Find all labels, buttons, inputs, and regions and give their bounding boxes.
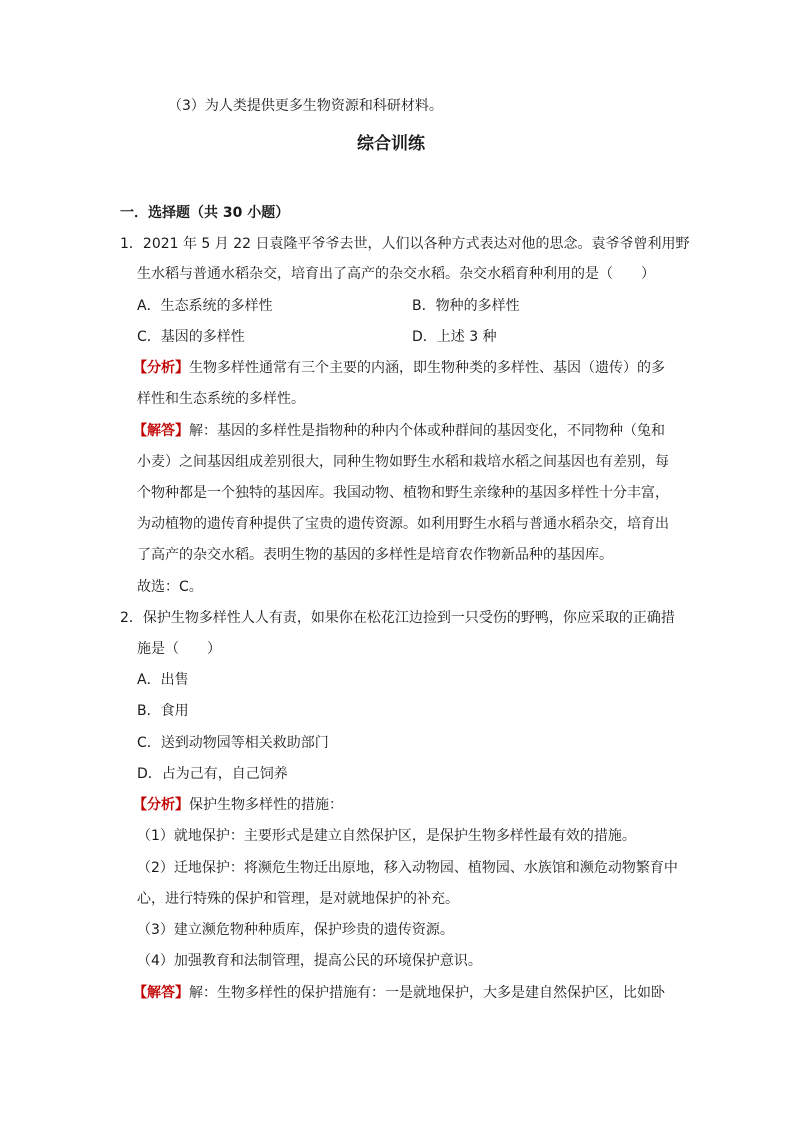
q2-measure-2-line-1: （2）迁地保护：将濒危生物迁出原地，移入动物园、植物园、水族馆和濒危动物繁育中 (137, 860, 678, 876)
q1-option-d: D．上述 3 种 (412, 329, 497, 345)
q1-stem-line-2: 生水稻与普通水稻杂交，培育出了高产的杂交水稻。杂交水稻育种利用的是（ ） (137, 266, 655, 282)
q1-analysis-text-1: 生物多样性通常有三个主要的内涵，即生物种类的多样性、基因（遗传）的多 (189, 360, 665, 376)
q2-measure-3: （3）建立濒危物种种质库，保护珍贵的遗传资源。 (137, 922, 454, 938)
q1-answer-tag: 【解答】 (133, 423, 189, 439)
q2-answer-tag: 【解答】 (133, 985, 189, 1001)
q1-analysis-line-2: 样性和生态系统的多样性。 (137, 391, 305, 407)
q2-analysis-tag: 【分析】 (133, 797, 189, 813)
q2-option-d: D．占为己有，自己饲养 (137, 766, 288, 782)
q1-answer-line-3: 个物种都是一个独特的基因库。我国动物、植物和野生亲缘种的基因多样性十分丰富， (137, 485, 669, 501)
q2-measure-4: （4）加强教育和法制管理，提高公民的环境保护意识。 (137, 953, 482, 969)
q2-analysis-line (133, 795, 343, 815)
q2-answer-text-1: 解：生物多样性的保护措施有：一是就地保护，大多是建自然保护区，比如卧 (189, 985, 665, 1001)
q2-answer-line-1 (133, 983, 665, 1003)
q2-measure-1: （1）就地保护：主要形式是建立自然保护区，是保护生物多样性最有效的措施。 (137, 828, 636, 844)
q1-analysis-tag: 【分析】 (133, 360, 189, 376)
q2-analysis-intro: 保护生物多样性的措施： (189, 797, 343, 813)
q1-answer-text-1: 解：基因的多样性是指物种的种内个体或种群间的基因变化，不同物种（兔和 (189, 423, 665, 439)
q1-option-c: C．基因的多样性 (137, 329, 245, 345)
q2-option-c: C．送到动物园等相关救助部门 (137, 735, 329, 751)
prev-item-3: （3）为人类提供更多生物资源和科研材料。 (168, 98, 443, 114)
q2-option-a: A．出售 (137, 672, 189, 688)
q1-answer-line-2: 小麦）之间基因组成差别很大，同种生物如野生水稻和栽培水稻之间基因也有差别，每 (137, 454, 669, 470)
q1-option-b: B．物种的多样性 (412, 298, 520, 314)
q1-answer-line-1 (133, 421, 665, 441)
q2-measure-2-line-2: 心，进行特殊的保护和管理，是对就地保护的补充。 (137, 891, 459, 907)
q1-analysis-line-1 (133, 358, 665, 378)
part-heading: 一．选择题（共 30 小题） (120, 205, 290, 221)
q1-stem-line-1: 1．2021 年 5 月 22 日袁隆平爷爷去世，人们以各种方式表达对他的思念。袁爷爷曾利用野 (120, 236, 690, 252)
q2-stem-line-1: 2．保护生物多样性人人有责，如果你在松花江边捡到一只受伤的野鸭，你应采取的正确措 (120, 610, 675, 626)
section-title: 综合训练 (357, 134, 425, 154)
q1-answer-line-5: 了高产的杂交水稻。表明生物的基因的多样性是培育农作物新品种的基因库。 (137, 547, 613, 563)
q1-option-a: A．生态系统的多样性 (137, 298, 273, 314)
q1-choice: 故选：C。 (137, 579, 203, 595)
q2-stem-line-2: 施是（ ） (137, 641, 221, 657)
q2-option-b: B．食用 (137, 703, 189, 719)
q1-answer-line-4: 为动植物的遗传育种提供了宝贵的遗传资源。如利用野生水稻与普通水稻杂交，培育出 (137, 516, 669, 532)
